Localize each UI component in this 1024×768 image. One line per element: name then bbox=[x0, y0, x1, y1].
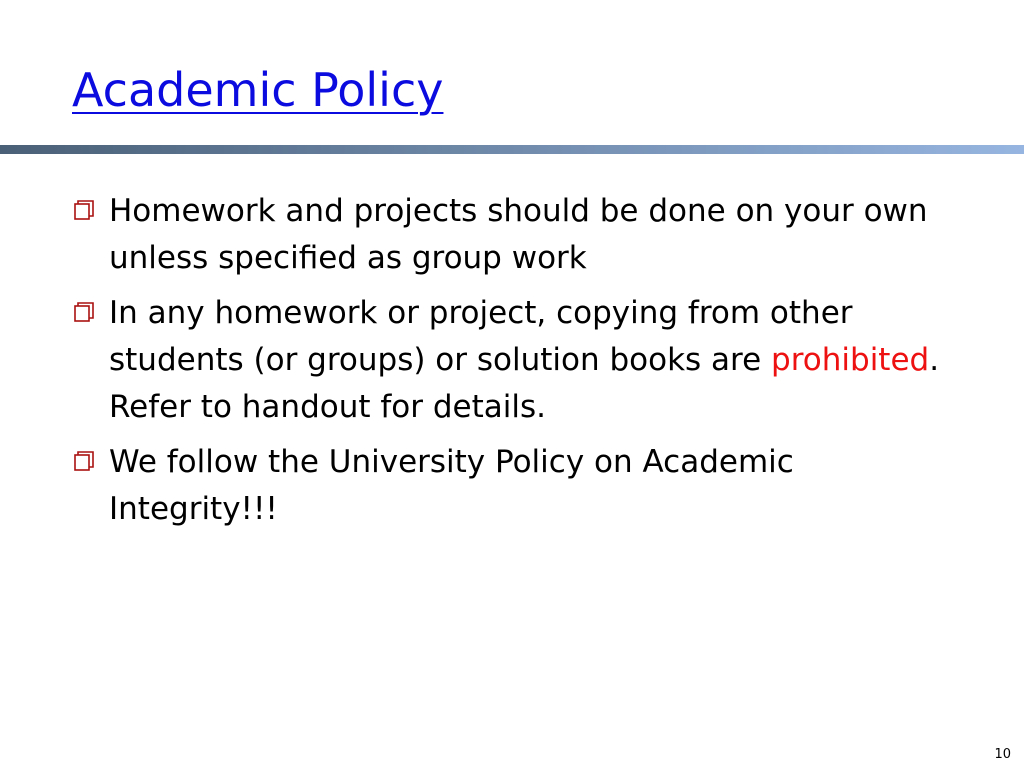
bullet-text: We follow the University Policy on Academic Integrity!!! bbox=[109, 444, 794, 527]
bullet-text-before: In any homework or project, copying from other students (or groups) or solution books are bbox=[109, 295, 853, 378]
bullet-text: Homework and projects should be done on your own unless specified as group work bbox=[109, 193, 928, 276]
square-bullet-icon bbox=[74, 302, 94, 323]
bullet-text bbox=[109, 295, 939, 425]
bullet-item bbox=[72, 188, 972, 282]
bullet-item bbox=[72, 439, 972, 533]
bullet-item bbox=[72, 290, 972, 431]
square-bullet-icon bbox=[74, 200, 94, 221]
page-number: 10 bbox=[994, 747, 1011, 762]
slide-title: Academic Policy bbox=[72, 63, 444, 117]
bullet-text-after: . Refer to handout for details. bbox=[109, 342, 940, 425]
bullet-list bbox=[72, 188, 972, 541]
square-bullet-icon bbox=[74, 451, 94, 472]
title-divider bbox=[0, 145, 1024, 154]
highlighted-word: prohibited bbox=[771, 342, 930, 378]
